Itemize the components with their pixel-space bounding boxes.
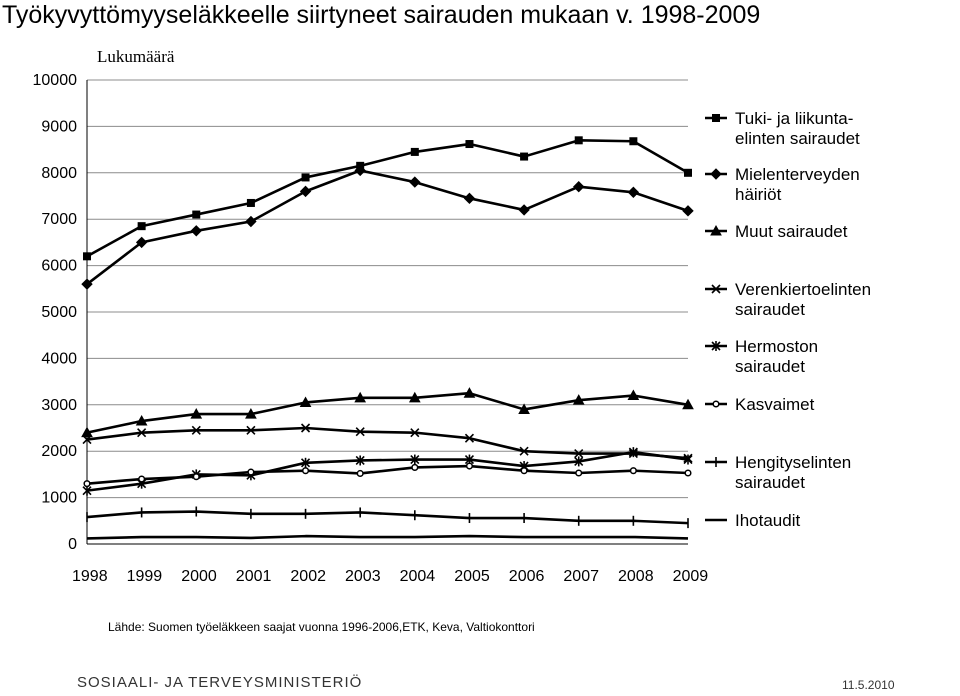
- y-tick-label: 5000: [41, 304, 77, 321]
- y-tick-label: 6000: [41, 257, 77, 275]
- legend-marker: [713, 115, 720, 122]
- data-point: [246, 217, 256, 227]
- y-tick-label: 0: [68, 536, 77, 553]
- chart-title: Työkyvyttömyyseläkkeelle siirtyneet sairauden mukaan v. 1998-2009: [2, 1, 761, 29]
- legend-label: Muut sairaudet: [735, 222, 848, 241]
- legend-label: sairaudet: [735, 300, 805, 319]
- ministry-logo-text: SOSIAALI- JA TERVEYSMINISTERIÖ: [77, 674, 363, 691]
- series-line-2: [87, 170, 688, 284]
- data-point: [193, 211, 200, 218]
- y-tick-label: 8000: [41, 164, 77, 182]
- y-tick-label: 2000: [41, 443, 77, 461]
- data-point: [84, 481, 90, 487]
- y-tick-label: 10000: [32, 72, 77, 89]
- data-point: [628, 187, 638, 197]
- legend-marker: [711, 169, 721, 179]
- series-line-3: [87, 393, 688, 432]
- series-line-6: [87, 466, 688, 484]
- x-tick-label: 2004: [399, 568, 436, 585]
- x-tick-label: 2006: [508, 568, 545, 585]
- series-line-8: [87, 536, 688, 538]
- legend-label: Tuki- ja liikunta-: [735, 109, 854, 128]
- data-point: [193, 474, 199, 480]
- y-tick-label: 1000: [41, 489, 77, 507]
- data-point: [521, 468, 527, 474]
- series-line-1: [87, 140, 688, 256]
- legend-label: Verenkiertoelinten: [735, 280, 872, 299]
- legend-marker: [713, 401, 719, 407]
- data-point: [302, 174, 309, 181]
- data-point: [191, 226, 201, 236]
- data-point: [630, 138, 637, 145]
- data-point: [303, 468, 309, 474]
- data-point: [410, 177, 420, 187]
- data-point: [84, 253, 91, 260]
- x-tick-label: 2002: [290, 568, 326, 585]
- data-point: [576, 470, 582, 476]
- x-tick-label: 2009: [672, 568, 709, 585]
- x-tick-label: 2000: [181, 568, 217, 585]
- footer-date: 11.5.2010: [842, 678, 895, 692]
- legend-label: Hengityselinten: [735, 453, 852, 472]
- data-point: [466, 141, 473, 148]
- x-tick-label: 1999: [126, 568, 163, 585]
- y-tick-label: 7000: [41, 211, 77, 229]
- legend-label: häiriöt: [735, 185, 782, 204]
- data-point: [685, 169, 692, 176]
- y-tick-label: 3000: [41, 396, 77, 414]
- legend-label: Ihotaudit: [735, 511, 801, 530]
- x-tick-label: 1998: [72, 568, 108, 585]
- data-point: [411, 148, 418, 155]
- x-tick-label: 2008: [618, 568, 654, 585]
- source-note: Lähde: Suomen työeläkkeen saajat vuonna 1996-2006,ETK, Keva, Valtiokonttori: [108, 620, 535, 634]
- data-point: [139, 476, 145, 482]
- y-axis-label: Lukumäärä: [97, 47, 175, 66]
- x-tick-label: 2003: [345, 568, 381, 585]
- legend-label: Kasvaimet: [735, 395, 815, 414]
- series-line-4: [87, 428, 688, 458]
- data-point: [575, 137, 582, 144]
- y-tick-label: 9000: [41, 118, 77, 136]
- legend-label: Hermoston: [735, 337, 819, 356]
- data-point: [248, 469, 254, 475]
- data-point: [464, 193, 474, 203]
- legend-label: elinten sairaudet: [735, 129, 860, 148]
- data-point: [631, 468, 637, 474]
- data-point: [412, 465, 418, 471]
- legend-label: sairaudet: [735, 473, 805, 492]
- data-point: [301, 186, 311, 196]
- data-point: [574, 182, 584, 192]
- series-line-7: [87, 512, 688, 524]
- x-tick-label: 2001: [235, 568, 272, 585]
- data-point: [247, 199, 254, 206]
- legend-label: Mielenterveyden: [735, 165, 860, 184]
- data-point: [683, 206, 693, 216]
- x-tick-label: 2005: [454, 568, 490, 585]
- data-point: [467, 463, 473, 469]
- data-point: [685, 470, 691, 476]
- data-point: [519, 205, 529, 215]
- data-point: [357, 471, 363, 477]
- legend-label: sairaudet: [735, 357, 805, 376]
- y-tick-label: 4000: [41, 350, 77, 368]
- data-point: [521, 153, 528, 160]
- data-point: [138, 223, 145, 230]
- x-tick-label: 2007: [563, 568, 599, 585]
